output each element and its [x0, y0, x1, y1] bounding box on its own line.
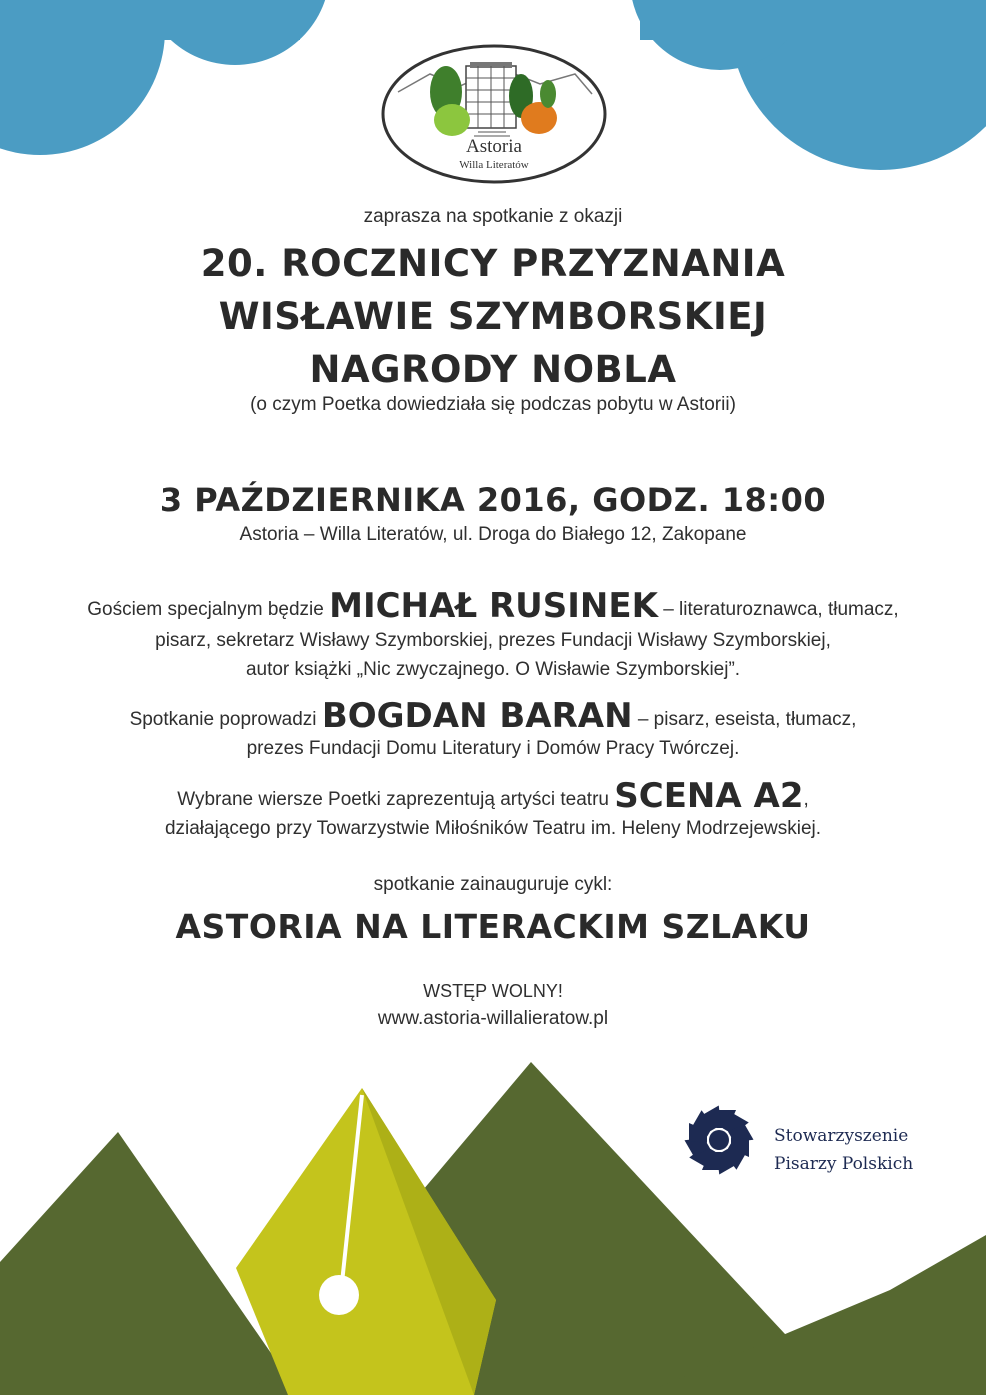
theatre-suffix: , [803, 789, 809, 810]
logo-name: Astoria [466, 136, 522, 157]
logo-subtitle: Willa Literatów [459, 159, 529, 171]
guest-line-3: autor książki „Nic zwyczajnego. O Wisławie Szymborskiej”. [245, 659, 741, 680]
theatre-line-1 [0, 776, 986, 820]
headline-line-3: NAGRODY NOBLA [309, 348, 677, 391]
guest-name: MICHAŁ RUSINEK [329, 586, 658, 626]
host-line-1 [0, 696, 986, 740]
headline-line-2: WISŁAWIE SZYMBORSKIEJ [218, 295, 768, 338]
guest-desc-1: – literaturoznawca, tłumacz, [657, 599, 899, 620]
partner-name [774, 1122, 913, 1178]
event-date: 3 PAŹDZIERNIKA 2016, GODZ. 18:00 [159, 481, 827, 519]
invite-text: zaprasza na spotkanie z okazji [363, 206, 623, 227]
website-link[interactable]: www.astoria-willalieratow.pl [377, 1008, 609, 1029]
host-name: BOGDAN BARAN [321, 696, 633, 736]
theatre-name: SCENA A2 [614, 776, 804, 816]
cycle-name: ASTORIA NA LITERACKIM SZLAKU [175, 907, 811, 946]
star-flower-logo-icon [685, 1106, 754, 1175]
partner-line-1: Stowarzyszenie [774, 1126, 909, 1146]
host-line-2: prezes Fundacji Domu Literatury i Domów Pracy Twórczej. [246, 738, 740, 759]
entry-text: WSTĘP WOLNY! [423, 981, 563, 1001]
pen-nib-icon [236, 1088, 496, 1395]
host-intro: Spotkanie poprowadzi [129, 709, 322, 730]
guest-line-2: pisarz, sekretarz Wisławy Szymborskiej, prezes Fundacji Wisławy Szymborskiej, [155, 630, 831, 651]
event-venue: Astoria – Willa Literatów, ul. Droga do Białego 12, Zakopane [239, 524, 747, 545]
headline-line-1: 20. ROCZNICY PRZYZNANIA [200, 242, 786, 285]
cloud-right [630, 0, 986, 170]
headline-note: (o czym Poetka dowiedziała się podczas pobytu w Astorii) [250, 394, 736, 415]
mountains [0, 1062, 986, 1395]
theatre-intro: Wybrane wiersze Poetki zaprezentują artyści teatru [177, 789, 615, 810]
theatre-line-2: działającego przy Towarzystwie Miłośników Teatru im. Heleny Modrzejewskiej. [164, 818, 822, 839]
partner-line-2: Pisarzy Polskich [774, 1154, 914, 1174]
host-desc-1: – pisarz, eseista, tłumacz, [632, 709, 857, 730]
cloud-left [0, 0, 330, 155]
guest-line-1 [0, 586, 986, 630]
cycle-intro: spotkanie zainauguruje cykl: [373, 874, 613, 895]
guest-intro: Gościem specjalnym będzie [87, 599, 330, 620]
